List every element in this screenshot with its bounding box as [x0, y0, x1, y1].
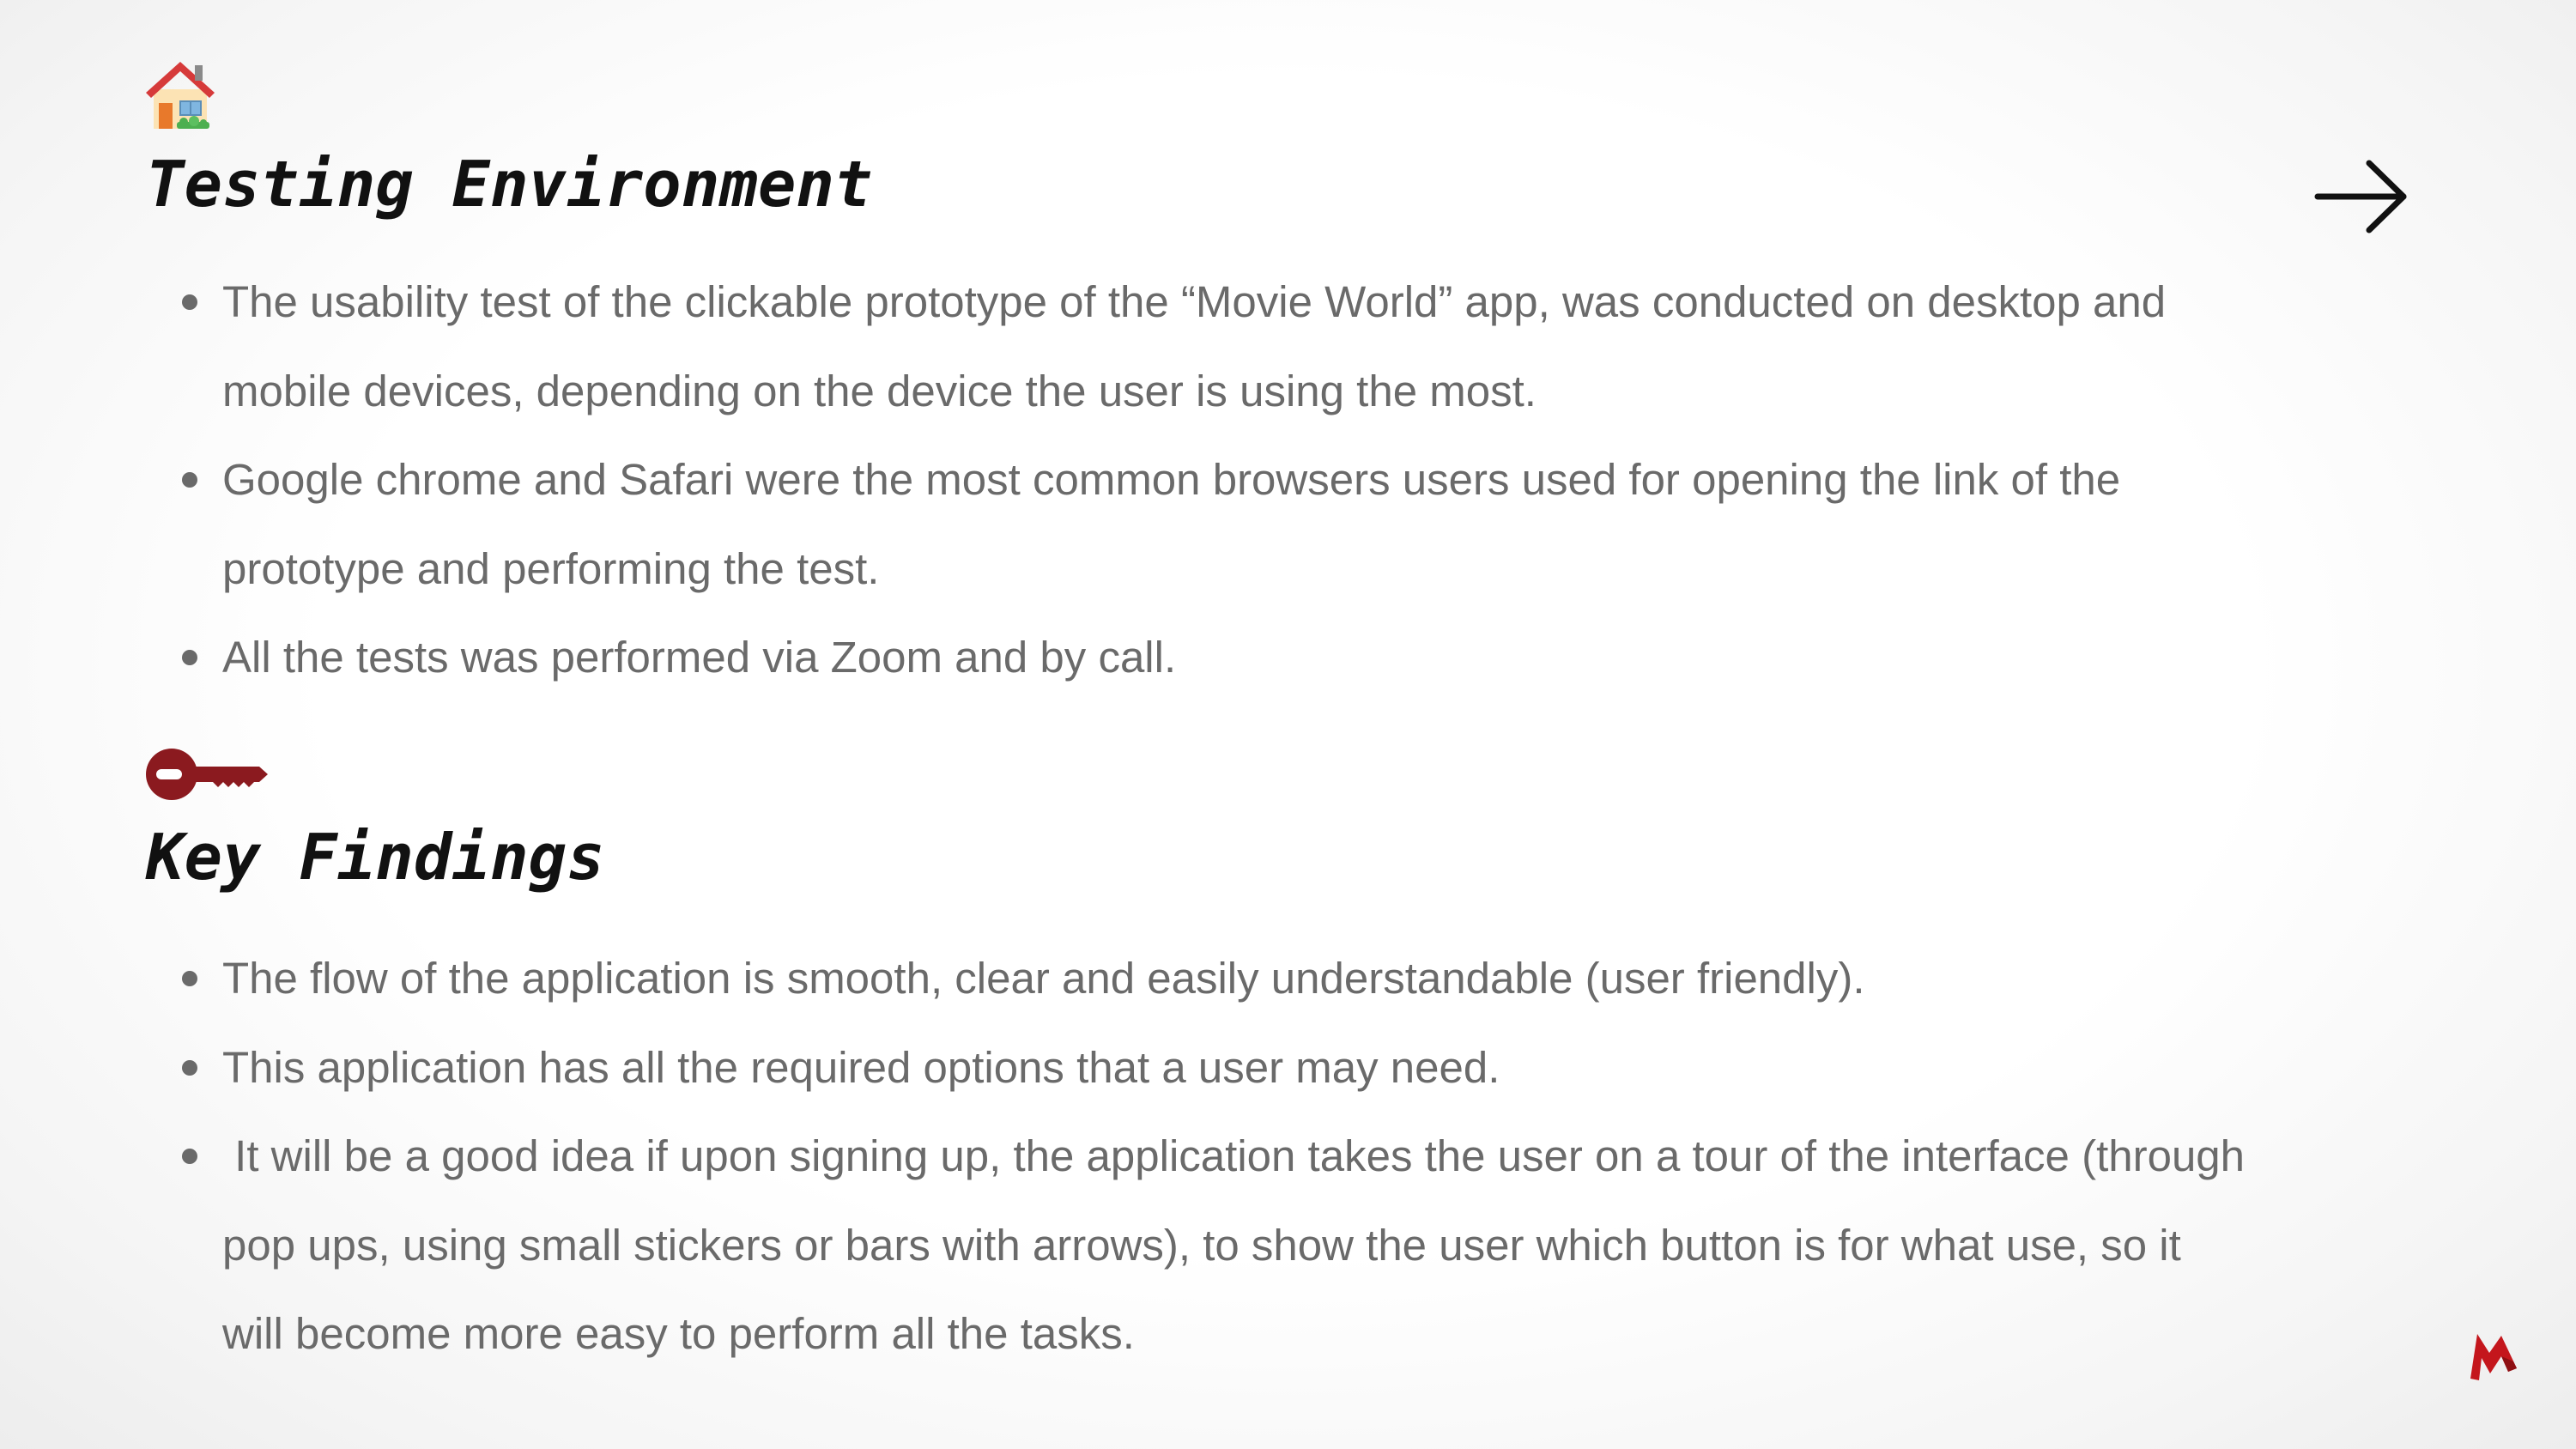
- key-findings-list: [0, 934, 2318, 1379]
- house-icon: [142, 57, 218, 132]
- list-item: [0, 613, 2318, 702]
- section-title-key-findings: Key Findings: [146, 821, 605, 894]
- key-icon: [142, 743, 268, 805]
- bullet-text: [222, 1023, 2318, 1113]
- bullet-text: [222, 435, 2318, 613]
- bullet-line: The flow of the application is smooth, clear and easily understandable (user friendly).: [222, 954, 1865, 1003]
- list-item: [0, 934, 2318, 1023]
- bullet-line: mobile devices, depending on the device the user is using the most.: [222, 366, 1537, 415]
- bullet-text: [222, 934, 2318, 1023]
- bullet-text: [222, 258, 2318, 435]
- bullet-line: will become more easy to perform all the tasks.: [222, 1309, 1135, 1358]
- brand-logo-icon: [2467, 1327, 2520, 1384]
- testing-environment-list: [0, 258, 2318, 702]
- bullet-line: All the tests was performed via Zoom and by call.: [222, 633, 1177, 682]
- bullet-line: pop ups, using small stickers or bars with arrows), to show the user which button is for what use, so it: [222, 1220, 2181, 1270]
- list-item: [0, 258, 2318, 435]
- list-item: [0, 1112, 2318, 1379]
- list-item: [0, 435, 2318, 613]
- arrow-right-icon[interactable]: [2314, 158, 2409, 235]
- bullet-line: It will be a good idea if upon signing up, the application takes the user on a tour of the interface (through: [222, 1131, 2246, 1180]
- bullet-text: [222, 613, 2318, 702]
- section-title-testing-environment: Testing Environment: [146, 148, 873, 221]
- bullet-line: This application has all the required options that a user may need.: [222, 1042, 1500, 1092]
- list-item: [0, 1023, 2318, 1113]
- bullet-text: [222, 1112, 2318, 1379]
- bullet-line: The usability test of the clickable prototype of the “Movie World” app, was conducted on desktop and: [222, 277, 2167, 326]
- bullet-line: prototype and performing the test.: [222, 543, 880, 593]
- bullet-line: Google chrome and Safari were the most common browsers users used for opening the link of the: [222, 455, 2121, 504]
